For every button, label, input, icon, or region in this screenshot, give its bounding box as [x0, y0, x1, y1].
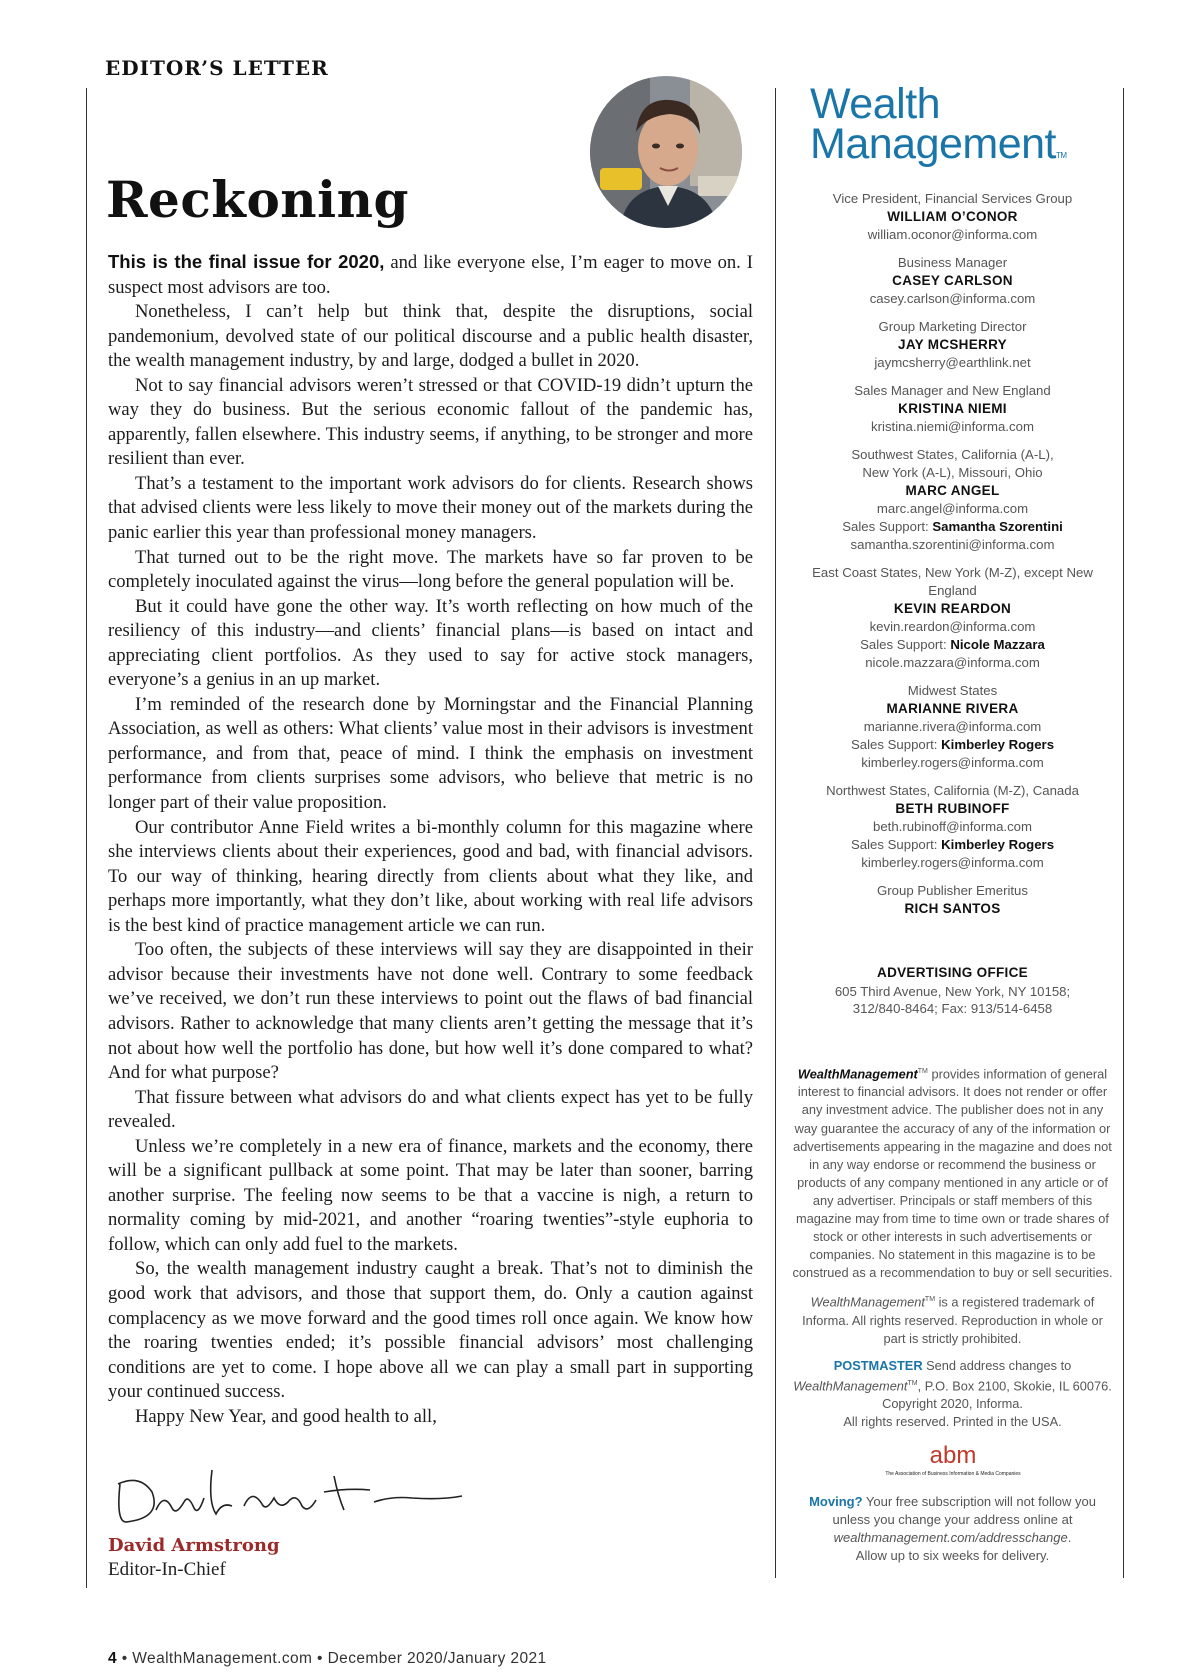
staff-entry: [790, 682, 1115, 772]
article-paragraph: This is the final issue for 2020, and like everyone else, I’m eager to move on. I suspect most advisors are too.: [108, 251, 753, 298]
logo-trademark: TM: [1056, 151, 1067, 160]
ad-office-phone: 312/840-8464; Fax: 913/514-6458: [852, 1001, 1053, 1016]
staff-email: marc.angel@informa.com: [876, 501, 1029, 516]
staff-role: Group Marketing Director: [878, 319, 1027, 334]
staff-email: william.oconor@informa.com: [867, 227, 1038, 242]
address-change-link[interactable]: wealthmanagement.com/addresschange: [833, 1529, 1068, 1545]
staff-name: BETH RUBINOFF: [895, 801, 1010, 816]
staff-entry: [790, 446, 1115, 554]
staff-name: MARC ANGEL: [905, 483, 1000, 498]
staff-entry: [790, 318, 1115, 372]
abm-logo-tagline: The Association of Business Information & Media Companies: [884, 1470, 1021, 1477]
staff-list: [790, 190, 1115, 918]
sales-support: Sales Support: Nicole Mazzara: [860, 637, 1045, 652]
staff-entry: [790, 564, 1115, 672]
page-number: 4: [108, 1650, 118, 1667]
staff-role: East Coast States, New York (M-Z), except New England: [812, 565, 1093, 598]
staff-name: MARIANNE RIVERA: [886, 701, 1019, 716]
staff-email: marianne.rivera@informa.com: [863, 719, 1042, 734]
staff-email: casey.carlson@informa.com: [869, 291, 1036, 306]
staff-entry: [790, 190, 1115, 244]
staff-email: jaymcsherry@earthlink.net: [874, 355, 1031, 370]
ad-office-address: 605 Third Avenue, New York, NY 10158;: [834, 984, 1071, 999]
wealth-management-logo: [790, 80, 1115, 186]
footer-site: WealthManagement.com: [132, 1650, 313, 1667]
staff-role: Midwest States: [907, 683, 998, 698]
sales-support-email: kimberley.rogers@informa.com: [861, 855, 1044, 870]
page-footer: 4 • WealthManagement.com • December 2020/January 2021: [108, 1650, 547, 1667]
staff-entry: [790, 254, 1115, 308]
staff-role: Group Publisher Emeritus: [877, 883, 1028, 898]
article-paragraph: So, the wealth management industry caught a break. That’s not to diminish the good work that advisors, and those that support them, do. Only a caution against complacency as we move forward and the good times roll once again. We know how the roaring twenties ended; it’s possible financial advisors’ most challenging conditions are yet to come. I hope above all we can play a small part in supporting your continued success.: [108, 1258, 753, 1403]
abm-logo-text: abm: [929, 1441, 976, 1469]
moving-notice: Moving? Your free subscription will not follow you unless you change your address online at wealthmanagement.com/addresschange. Allow up to six weeks for delivery.: [809, 1493, 1096, 1564]
column-rule-middle: [775, 88, 776, 1578]
staff-email: beth.rubinoff@informa.com: [872, 819, 1033, 834]
article-paragraph: Our contributor Anne Field writes a bi-monthly column for this magazine where she interviews clients about their experiences, good and bad, with financial advisors. To our way of thinking, hearing directly from clients about what they like, and perhaps more importantly, what they don’t like, about working with real life advisors is the best kind of practice management article we can run.: [108, 816, 753, 936]
staff-role: Sales Manager and New England: [854, 383, 1051, 398]
sales-support-email: kimberley.rogers@informa.com: [861, 755, 1044, 770]
column-rule-left: [86, 88, 87, 1588]
moving-label: Moving?: [809, 1493, 863, 1509]
staff-role: Northwest States, California (M-Z), Canada: [826, 783, 1079, 798]
signature-name: David Armstrong: [108, 1535, 280, 1556]
article-paragraph: That turned out to be the right move. The markets have so far proven to be completely inoculated against the virus—long before the general population will be.: [108, 546, 753, 593]
article-body: [108, 250, 753, 1429]
article-paragraph: But it could have gone the other way. It’s worth reflecting on how much of the resiliency of this industry—and clients’ financial plans—is based on intact and appreciating client portfolios. As they used to say for active stock managers, everyone’s a genius in an up market.: [108, 595, 753, 691]
signature-title: Editor-In-Chief: [108, 1559, 226, 1580]
staff-name: CASEY CARLSON: [892, 273, 1013, 288]
article-headline: Reckoning: [106, 170, 409, 229]
article-paragraph: Unless we’re completely in a new era of finance, markets and the economy, there will be a significant pullback at some point. That may be later than sooner, barring another surprise. The feeling now seems to be that a vaccine is nigh, a return to normality coming by mid-2021, and another “roaring twenties”-style euphoria to follow, which can only add fuel to the markets.: [108, 1135, 753, 1255]
lead-in: This is the final issue for 2020,: [108, 251, 385, 272]
staff-role: Business Manager: [897, 255, 1008, 270]
postmaster-label: POSTMASTER: [833, 1357, 923, 1373]
article-paragraph: Too often, the subjects of these interviews will say they are disappointed in their advisor because their investments have not done well. Contrary to some feedback we’ve received, we don’t run these interviews to point out the flaws of bad financial advisors. Rather to acknowledge that many clients aren’t getting the message that it’s not about how well the portfolio has done, but how well it’s done compared to what? And for what purpose?: [108, 939, 753, 1084]
staff-name: WILLIAM O’CONOR: [887, 209, 1018, 224]
sales-support: Sales Support: Samantha Szorentini: [842, 519, 1063, 534]
staff-role: New York (A-L), Missouri, Ohio: [862, 465, 1043, 480]
article-paragraph: That’s a testament to the important work advisors do for clients. Research shows that advised clients were less likely to move their money out of the markets during the panic earlier this year than professional money managers.: [108, 472, 753, 544]
postmaster-notice: POSTMASTER Send address changes to WealthManagement™, P.O. Box 2100, Skokie, IL 60076. Copyright 2020, Informa. All rights reserved. Printed in the USA.: [793, 1357, 1112, 1430]
article-paragraph: Happy New Year, and good health to all,: [135, 1405, 437, 1427]
staff-entry: [790, 882, 1115, 918]
advertising-office: [790, 964, 1115, 1017]
article-paragraph: Nonetheless, I can’t help but think that, despite the disruptions, social pandemonium, devolved state of our political discourse and a public health disaster, the wealth management industry, by and large, dodged a bullet in 2020.: [108, 301, 753, 372]
staff-name: RICH SANTOS: [904, 901, 1001, 916]
article-paragraph: That fissure between what advisors do and what clients expect has yet to be fully revealed.: [108, 1086, 753, 1133]
staff-role: Southwest States, California (A-L),: [851, 447, 1054, 462]
staff-entry: [790, 782, 1115, 872]
staff-role: Vice President, Financial Services Group: [832, 191, 1073, 206]
staff-name: KEVIN REARDON: [893, 601, 1012, 616]
staff-name: JAY MCSHERRY: [898, 337, 1007, 352]
staff-entry: [790, 382, 1115, 436]
sales-support: Sales Support: Kimberley Rogers: [850, 737, 1055, 752]
article-paragraph: Not to say financial advisors weren’t stressed or that COVID-19 didn’t upturn the way they do business. But the serious economic fallout of the pandemic has, apparently, fallen elsewhere. This industry seems, if anything, to be stronger and more resilient than ever.: [108, 374, 753, 470]
masthead-sidebar: [790, 80, 1115, 1565]
logo-line-2: ManagementTM: [810, 120, 1067, 168]
staff-email: kevin.reardon@informa.com: [869, 619, 1036, 634]
handwritten-signature: [112, 1462, 472, 1532]
section-label: EDITOR’S LETTER: [105, 56, 329, 80]
sales-support: Sales Support: Kimberley Rogers: [850, 837, 1055, 852]
editor-photo-icon: [590, 76, 742, 228]
legal-disclaimer: [790, 1063, 1115, 1432]
article-paragraph: I’m reminded of the research done by Morningstar and the Financial Planning Association, as well as others: What clients’ value most in their advisors is investment performance, and from that, peace of mind. I think the emphasis on investment performance from clients surprises some advisors, who believe that metric is no longer part of their value proposition.: [108, 693, 753, 814]
staff-email: kristina.niemi@informa.com: [871, 419, 1034, 434]
sales-support-email: samantha.szorentini@informa.com: [850, 537, 1055, 552]
sales-support-email: nicole.mazzara@informa.com: [865, 655, 1040, 670]
logo-line-1: Wealth: [810, 80, 941, 128]
disclaimer-text: WealthManagement™ provides information of general interest to financial advisors. It does not render or offer any investment advice. The publisher does not in any way guarantee the accuracy of any of the information or advertisements appearing in the magazine and does not in any way endorse or recommend the business or products of any company mentioned in any article or of any advertiser. Principals or staff members of this magazine may from time to time own or trade shares of stock or other interests in such advertisements or companies. No statement in this magazine is to be construed as a recommendation to buy or sell securities.: [792, 1066, 1113, 1281]
staff-name: KRISTINA NIEMI: [898, 401, 1007, 416]
column-rule-right: [1123, 88, 1124, 1578]
footer-issue: December 2020/January 2021: [327, 1650, 547, 1667]
abm-logo: [790, 1441, 1115, 1481]
ad-office-heading: ADVERTISING OFFICE: [877, 965, 1028, 980]
trademark-notice: WealthManagement™ is a registered trademark of Informa. All rights reserved. Reproduction in whole or part is strictly prohibited.: [802, 1294, 1103, 1346]
